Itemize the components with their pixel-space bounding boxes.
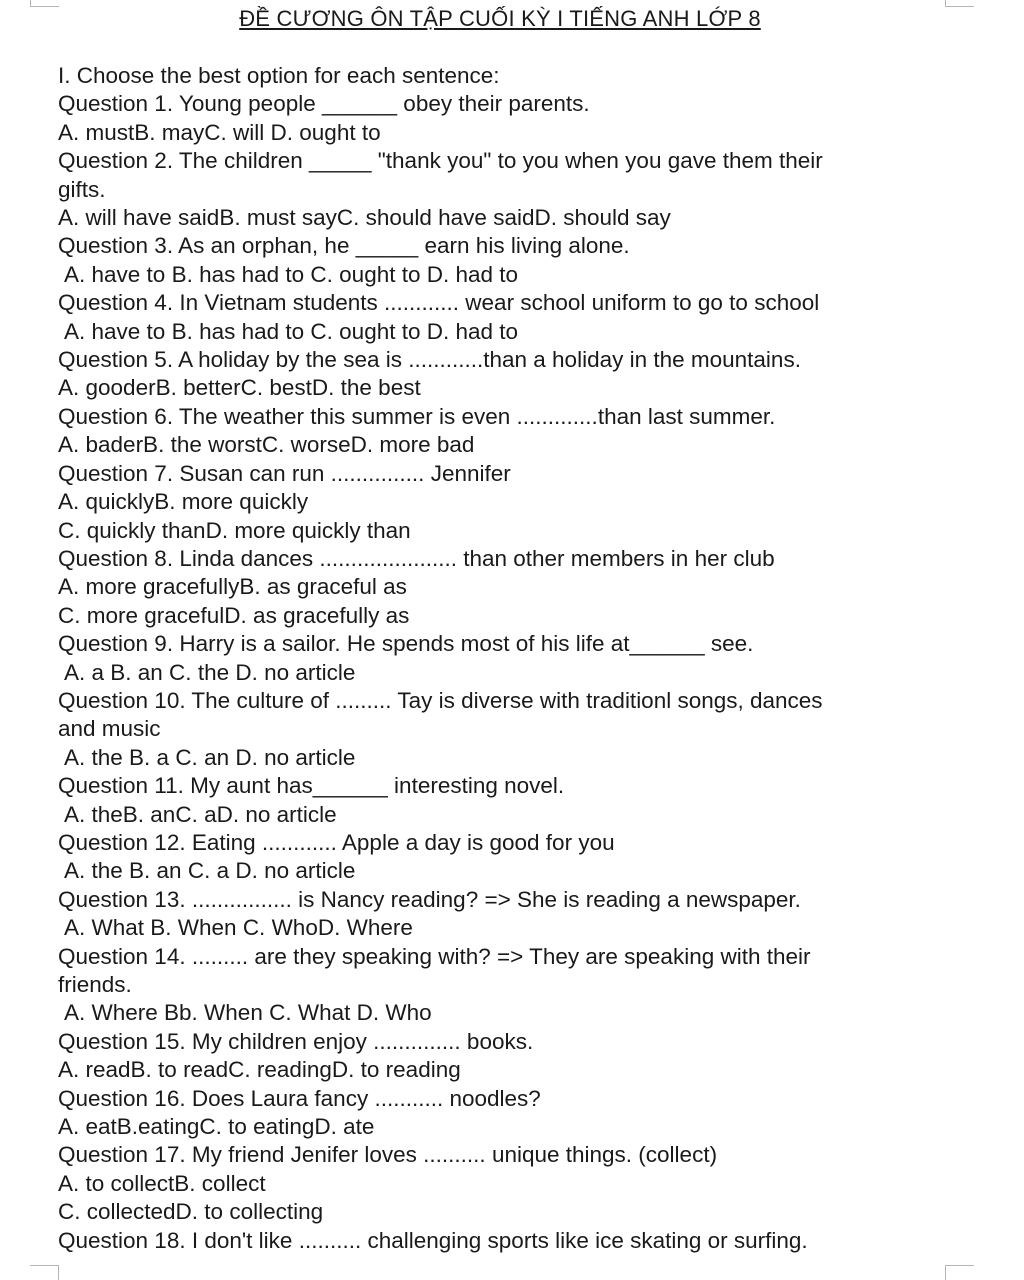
- question-line: friends.: [58, 972, 132, 997]
- question-line: Question 11. My aunt has______ interesting novel.: [58, 773, 565, 799]
- options-line: A. have to B. has had to C. ought to D. had to: [64, 261, 519, 287]
- question-line: Question 15. My children enjoy .............. books.: [58, 1028, 534, 1054]
- options-line: A. will have saidB. must sayC. should have saidD. should say: [58, 205, 671, 231]
- question-line: Question 16. Does Laura fancy ........... noodles?: [58, 1085, 541, 1111]
- options-line: A. the B. an C. a D. no article: [64, 858, 356, 884]
- crop-mark-bottom-left: [30, 1265, 59, 1280]
- question-line: Question 18. I don't like .......... challenging sports like ice skating or surfing.: [58, 1227, 808, 1253]
- options-line: A. a B. an C. the D. no article: [64, 659, 356, 685]
- question-line: gifts.: [58, 176, 106, 202]
- options-line: A. eatB.eatingC. to eatingD. ate: [58, 1114, 375, 1140]
- options-line: A. mustB. mayC. will D. ought to: [58, 119, 381, 145]
- crop-mark-bottom-right: [945, 1265, 974, 1280]
- question-list: [58, 62, 958, 1255]
- section-heading: I. Choose the best option for each sentence:: [58, 63, 500, 88]
- question-line: Question 7. Susan can run ............... Jennifer: [58, 460, 511, 486]
- question-line: Question 6. The weather this summer is even .............than last summer.: [58, 403, 776, 429]
- options-line: A. more gracefullyB. as graceful as: [58, 574, 407, 600]
- options-line: A. the B. a C. an D. no article: [64, 744, 356, 770]
- options-line: C. collectedD. to collecting: [58, 1199, 324, 1225]
- options-line: A. readB. to readC. readingD. to reading: [58, 1057, 461, 1083]
- question-line: Question 5. A holiday by the sea is ............than a holiday in the mountains.: [58, 347, 801, 373]
- question-line: Question 10. The culture of ......... Tay is diverse with traditionl songs, dances: [58, 687, 823, 713]
- options-line: A. gooderB. betterC. bestD. the best: [58, 375, 421, 401]
- options-line: A. quicklyB. more quickly: [58, 489, 309, 515]
- options-line: A. have to B. has had to C. ought to D. had to: [64, 318, 519, 344]
- question-line: Question 17. My friend Jenifer loves .......... unique things. (collect): [58, 1142, 718, 1168]
- options-line: A. theB. anC. aD. no article: [64, 801, 337, 827]
- options-line: A. Where Bb. When C. What D. Who: [64, 1000, 432, 1026]
- question-line: Question 9. Harry is a sailor. He spends most of his life at______ see.: [58, 631, 754, 657]
- options-line: C. quickly thanD. more quickly than: [58, 517, 411, 543]
- question-line: and music: [58, 716, 161, 742]
- options-line: A. baderB. the worstC. worseD. more bad: [58, 432, 475, 458]
- question-line: Question 2. The children _____ "thank you" to you when you gave them their: [58, 148, 823, 174]
- options-line: C. more gracefulD. as gracefully as: [58, 602, 410, 628]
- question-line: Question 3. As an orphan, he _____ earn his living alone.: [58, 233, 630, 259]
- question-line: Question 8. Linda dances ...................... than other members in her club: [58, 545, 775, 571]
- document-title: ĐỀ CƯƠNG ÔN TẬP CUỐI KỲ I TIẾNG ANH LỚP 8: [239, 6, 761, 31]
- question-line: Question 14. ......... are they speaking with? => They are speaking with their: [58, 943, 811, 969]
- question-line: Question 13. ................ is Nancy reading? => She is reading a newspaper.: [58, 886, 801, 912]
- question-line: Question 4. In Vietnam students ............ wear school uniform to go to school: [58, 290, 820, 316]
- question-line: Question 1. Young people ______ obey their parents.: [58, 91, 590, 117]
- options-line: A. What B. When C. WhoD. Where: [64, 915, 413, 941]
- question-line: Question 12. Eating ............ Apple a day is good for you: [58, 829, 615, 855]
- options-line: A. to collectB. collect: [58, 1170, 266, 1196]
